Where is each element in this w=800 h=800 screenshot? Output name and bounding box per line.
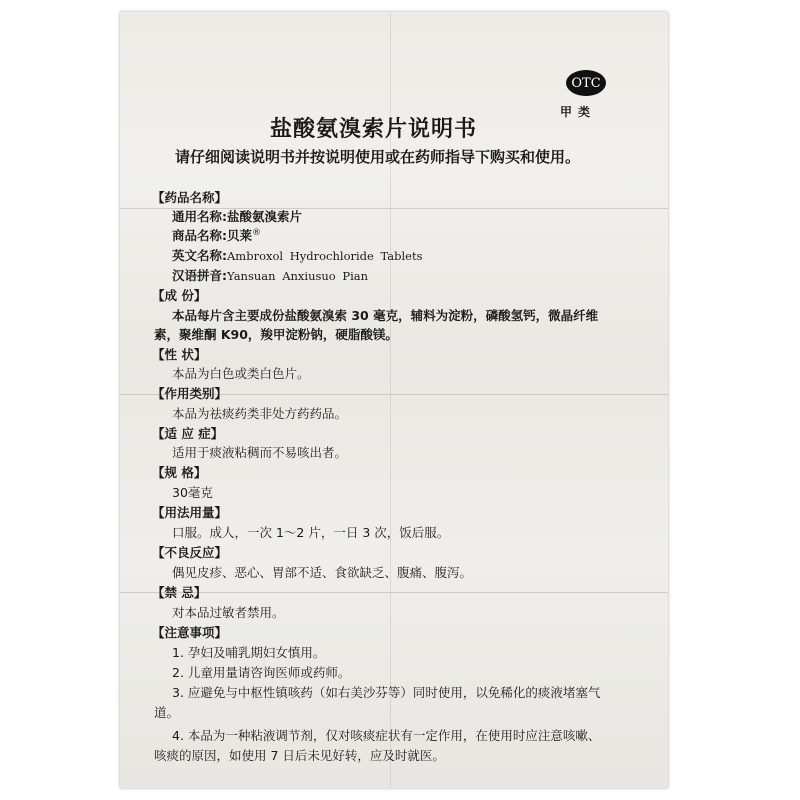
document-subtitle: 请仔细阅读说明书并按说明使用或在药师指导下购买和使用。: [175, 148, 581, 166]
precaution-item-2: 2. 儿童用量请咨询医师或药师。: [172, 665, 351, 680]
dosage-text: 口服。成人，一次 1～2 片，一日 3 次，饭后服。: [172, 525, 450, 540]
generic-name-value: 盐酸氨溴索片: [227, 209, 303, 224]
specification-text: 30毫克: [172, 485, 213, 500]
section-heading-ingredients: 【成 份】: [152, 288, 207, 303]
precaution-item-3-line-1: 3. 应避免与中枢性镇咳药（如右美沙芬等）同时使用，以免稀化的痰液堵塞气: [172, 685, 601, 700]
pinyin-name-line: [172, 266, 368, 284]
trade-name-line: [172, 226, 261, 244]
otc-badge: OTC: [566, 70, 606, 96]
english-name-line: [172, 246, 423, 264]
ingredients-line-1: 本品每片含主要成份盐酸氨溴索 30 毫克，辅料为淀粉，磷酸氢钙，微晶纤维: [172, 308, 599, 323]
registered-mark: ®: [252, 227, 262, 238]
pinyin-name-label: 汉语拼音:: [172, 268, 227, 283]
document-title: 盐酸氨溴索片说明书: [270, 117, 478, 142]
section-heading-precautions: 【注意事项】: [152, 625, 228, 640]
pinyin-name-value: Yansuan Anxiusuo Pian: [227, 269, 369, 283]
precaution-item-3-line-2: 道。: [154, 705, 180, 720]
ingredients-line-2: 素，聚维酮 K90，羧甲淀粉钠，硬脂酸镁。: [154, 327, 398, 342]
properties-text: 本品为白色或类白色片。: [172, 366, 310, 381]
action-category-text: 本品为祛痰药类非处方药药品。: [172, 406, 348, 421]
section-heading-adverse-reactions: 【不良反应】: [152, 545, 228, 560]
precaution-item-1: 1. 孕妇及哺乳期妇女慎用。: [172, 645, 326, 660]
contraindications-text: 对本品过敏者禁用。: [172, 605, 285, 620]
section-heading-drug-name: 【药品名称】: [152, 190, 228, 205]
leaflet-paper: [120, 12, 668, 788]
precaution-item-4-line-1: 4. 本品为一种粘液调节剂，仅对咳痰症状有一定作用，在使用时应注意咳嗽、: [172, 728, 601, 743]
section-heading-indications: 【适 应 症】: [152, 426, 224, 441]
precaution-item-4-line-2: 咳痰的原因，如使用 7 日后未见好转，应及时就医。: [154, 748, 445, 763]
section-heading-contraindications: 【禁 忌】: [152, 585, 207, 600]
otc-category-label: 甲类: [560, 105, 597, 119]
section-heading-dosage: 【用法用量】: [152, 505, 228, 520]
generic-name-label: 通用名称:: [172, 209, 227, 224]
english-name-label: 英文名称:: [172, 248, 227, 263]
trade-name-value: 贝莱: [227, 228, 253, 243]
section-heading-action-category: 【作用类别】: [152, 386, 228, 401]
english-name-value: Ambroxol Hydrochloride Tablets: [227, 249, 423, 263]
indications-text: 适用于痰液粘稠而不易咳出者。: [172, 445, 348, 460]
generic-name-line: [172, 207, 302, 225]
adverse-reactions-text: 偶见皮疹、恶心、胃部不适、食欲缺乏、腹痛、腹泻。: [172, 565, 473, 580]
section-heading-specification: 【规 格】: [152, 465, 207, 480]
section-heading-properties: 【性 状】: [152, 347, 207, 362]
trade-name-label: 商品名称:: [172, 228, 227, 243]
